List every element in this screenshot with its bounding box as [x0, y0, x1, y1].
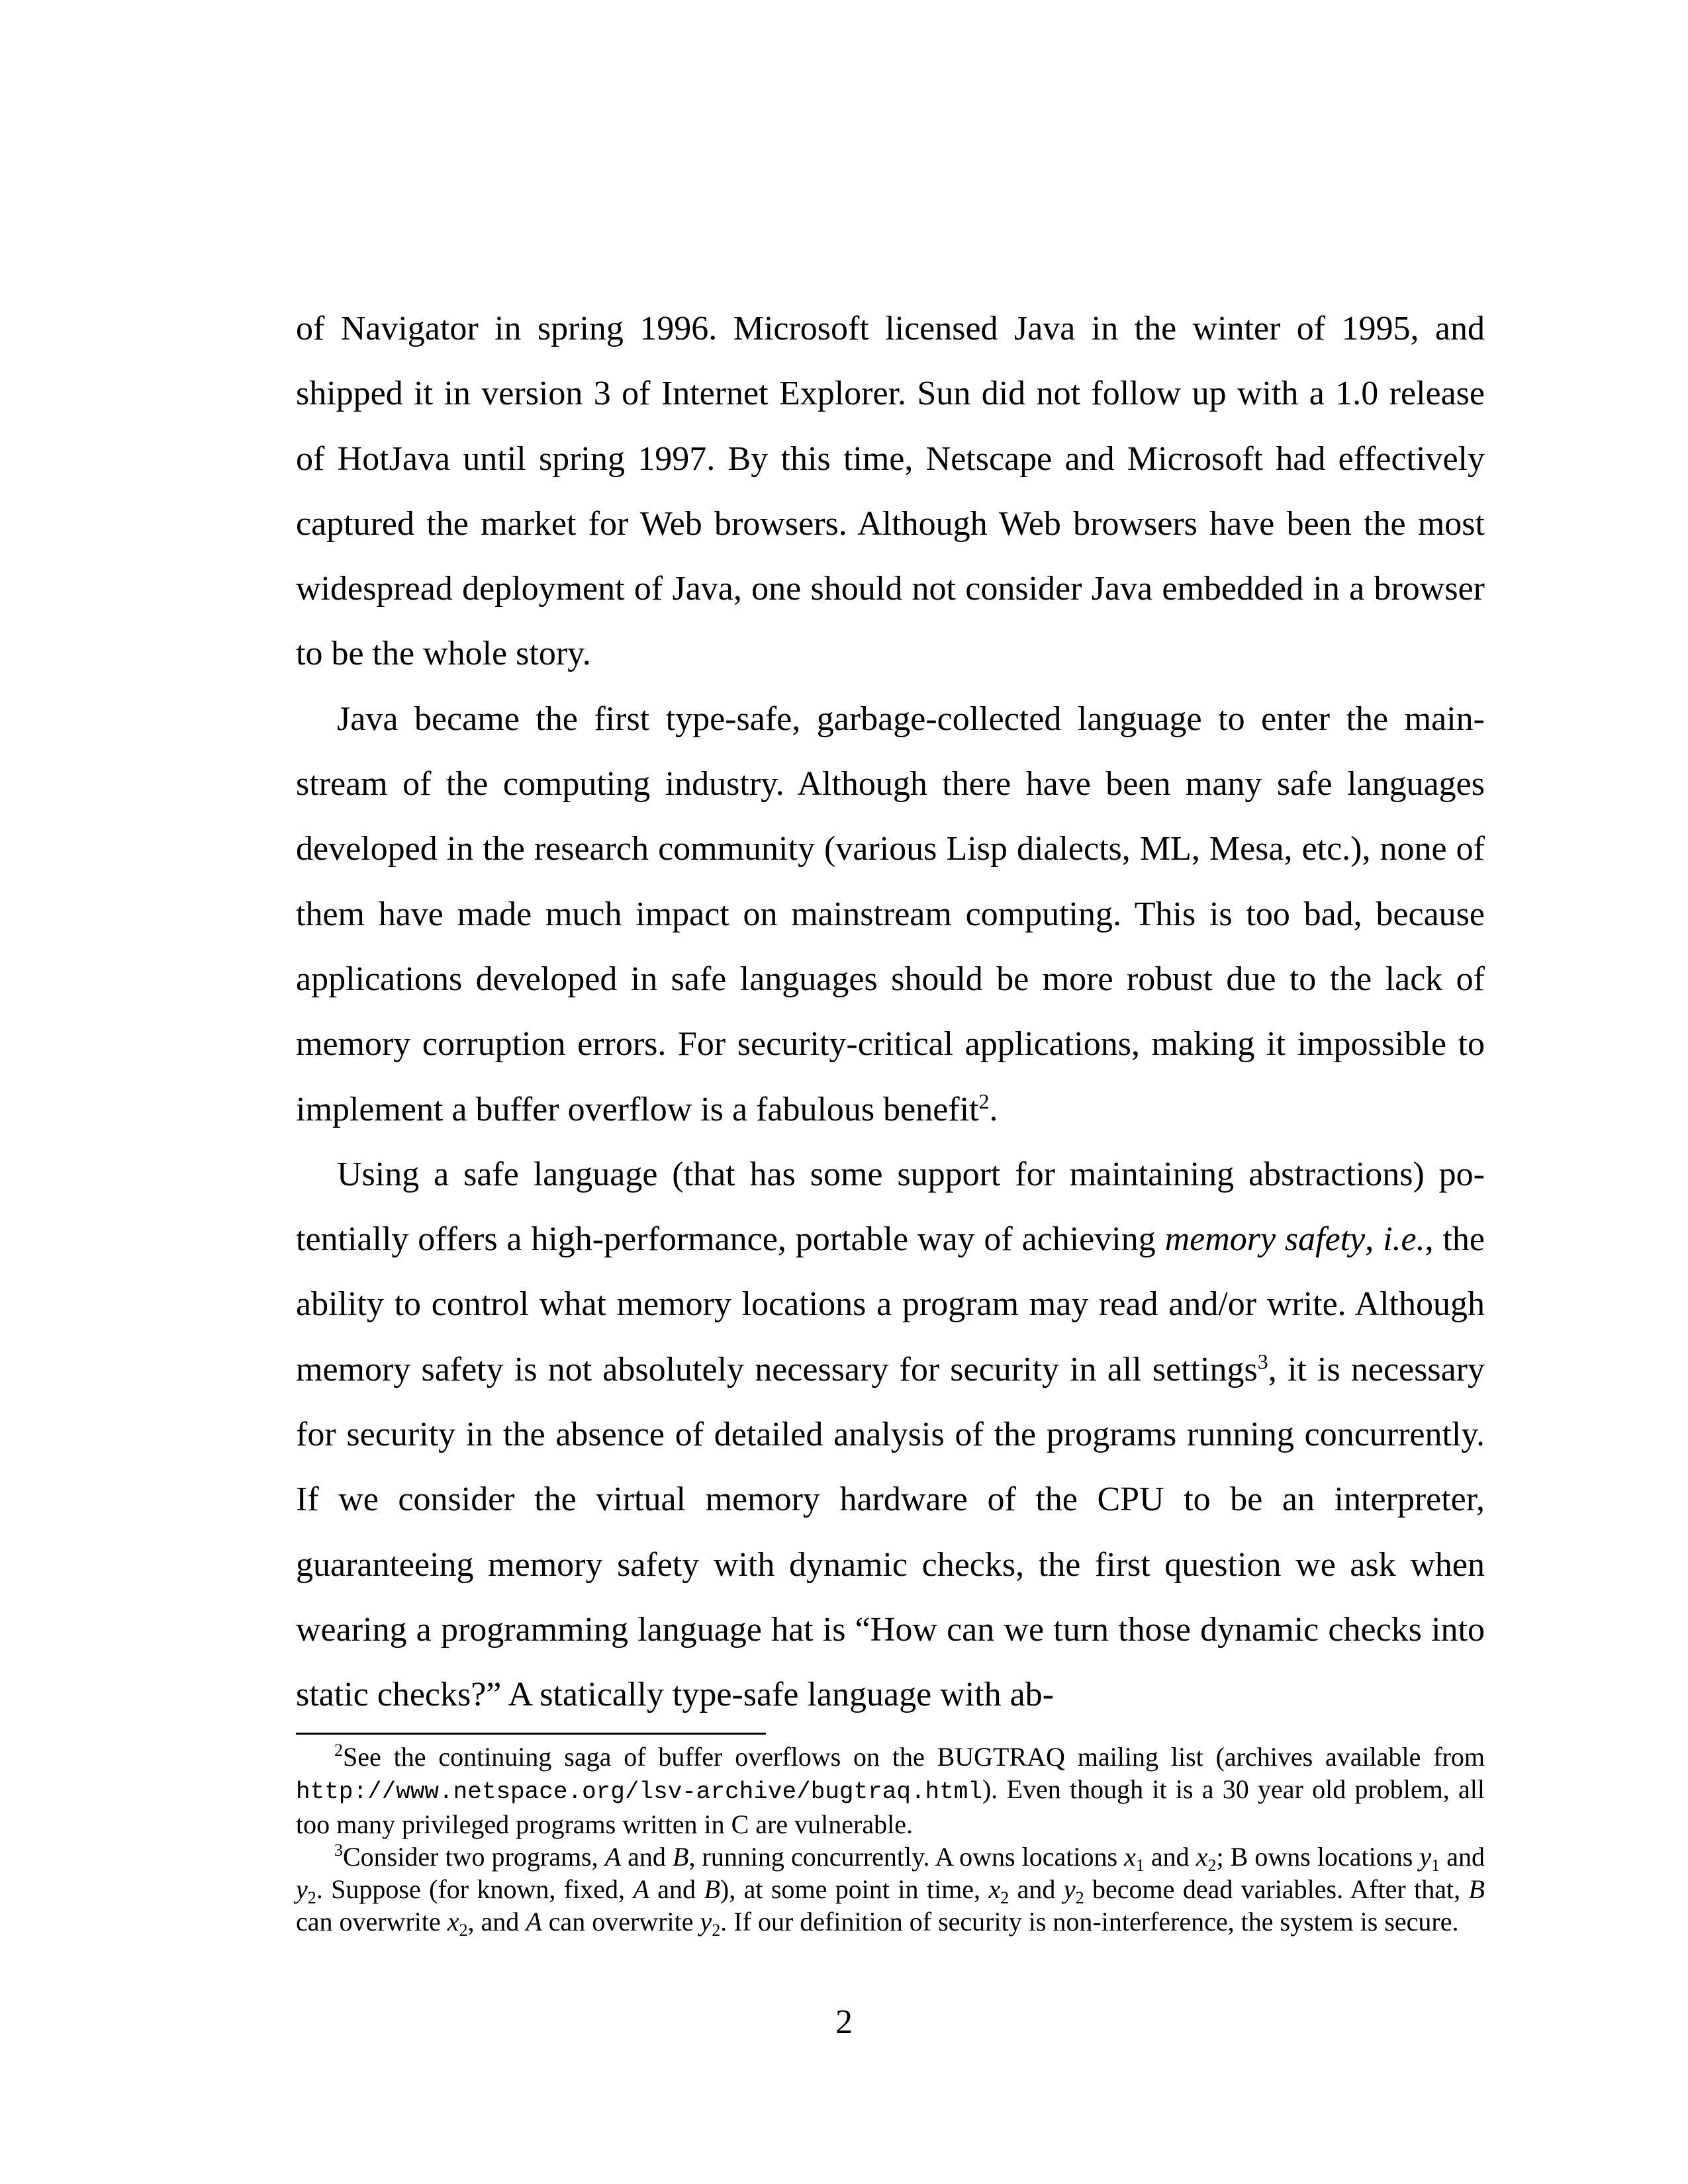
- footnotes: [296, 1741, 1485, 1938]
- var-y2: $y_2$: [296, 1874, 316, 1907]
- footnote-3-text: and: [1440, 1842, 1485, 1872]
- body-text: [296, 296, 1485, 1728]
- footnote-3-text: . Suppose (for known, fixed,: [316, 1874, 633, 1904]
- paragraph-2: [296, 687, 1485, 1142]
- var-b: B: [1468, 1874, 1485, 1904]
- footnote-2-mark: 2: [334, 1741, 343, 1760]
- footnote-divider: [296, 1733, 766, 1735]
- emphasis-ie: i.e.: [1383, 1220, 1425, 1259]
- paragraph-3-part-2: , the ability to control what memory locations a program may read and/or write. Although memory safety is not absolutely necessary for security in all settings: [296, 1220, 1485, 1388]
- var-y2: $y_2$: [700, 1907, 721, 1940]
- paragraph-2-text: Java became the first type-safe, garbage-collected language to enter the mainstream of the computing industry. Although there have been many safe languages developed in the research community (various Lisp dialects, ML, Mesa, etc.), none of them have made much impact on mainstream computing. This is too bad, because applications developed in safe languages should be more robust due to the lack of memory corruption errors. For security-critical applications, making it impossible to implement a buffer overflow is a fabulous benefit: [296, 700, 1485, 1128]
- footnote-3-text: . If our definition of security is non-interference, the system is secure.: [720, 1907, 1459, 1936]
- footnote-2: [296, 1741, 1485, 1841]
- var-x2: $x_2$: [988, 1874, 1009, 1907]
- footnote-3-text: and: [1009, 1874, 1064, 1904]
- footnote-ref-3[interactable]: 3: [1257, 1349, 1268, 1373]
- var-b: B: [704, 1874, 720, 1904]
- paragraph-3: [296, 1142, 1485, 1728]
- var-x1: $x_1$: [1124, 1842, 1145, 1875]
- emphasis-memory-safety: memory safety: [1164, 1220, 1366, 1259]
- var-y2: $y_2$: [1063, 1874, 1084, 1907]
- var-x2: $x_2$: [447, 1907, 468, 1940]
- footnote-3-text: ), at some point in time,: [720, 1874, 989, 1904]
- paragraph-2-end: .: [989, 1090, 998, 1128]
- footnote-3-text: , and: [467, 1907, 526, 1936]
- var-y1: $y_1$: [1419, 1842, 1440, 1875]
- footnote-3-text: and: [1144, 1842, 1196, 1872]
- footnote-2-text-2: ). Even though it is a 30 year old problem, all too many privileged programs written in C are vulnerable.: [296, 1774, 1485, 1839]
- footnote-2-url[interactable]: http://www.netspace.org/lsv-archive/bugtraq.html: [296, 1778, 982, 1805]
- page-number: 2: [835, 2003, 853, 2041]
- var-a: A: [604, 1842, 622, 1872]
- var-b: B: [673, 1842, 689, 1872]
- var-a: A: [633, 1874, 649, 1904]
- footnote-3-text: , running concurrently. A owns locations: [688, 1842, 1125, 1872]
- footnote-3-text: can overwrite: [296, 1907, 447, 1936]
- footnote-ref-2[interactable]: 2: [978, 1089, 990, 1113]
- footnote-3-text: and: [621, 1842, 673, 1872]
- paragraph-3-part-3: , it is necessary for security in the absence of detailed analysis of the programs running concurrently. If we consider the virtual memory hardware of the CPU to be an interpreter, guaranteeing memory safety with dynamic checks, the first question we ask when wearing a programming language hat is “How can we turn those dynamic checks into static checks?” A statically type-safe language with ab-: [296, 1350, 1485, 1714]
- var-a: A: [526, 1907, 542, 1936]
- footnote-2-text-1: See the continuing saga of buffer overflows on the BUGTRAQ mailing list (archives available from: [343, 1742, 1485, 1772]
- paragraph-3-part-1: Using a safe language (that has some support for maintaining abstractions) potentially offers a high-performance, portable way of achieving: [296, 1155, 1485, 1259]
- footnote-3-text: become dead variables. After that,: [1084, 1874, 1469, 1904]
- var-x2: $x_2$: [1196, 1842, 1217, 1875]
- paragraph-1: [296, 296, 1485, 687]
- footnote-3-mark: 3: [334, 1841, 343, 1860]
- footnote-3-text: ; B owns locations: [1216, 1842, 1420, 1872]
- footnote-3: [296, 1841, 1485, 1938]
- footnote-3-text: can overwrite: [541, 1907, 700, 1936]
- paragraph-1-text: of Navigator in spring 1996. Microsoft licensed Java in the winter of 1995, and shipped it in version 3 of Internet Explorer. Sun did not follow up with a 1.0 release of HotJava until spring 1997. By this time, Netscape and Microsoft had effectively captured the market for Web browsers. Although Web browsers have been the most widespread deployment of Java, one should not consider Java embedded in a browser to be the whole story.: [296, 310, 1485, 673]
- footnote-3-text: Consider two programs,: [343, 1842, 605, 1872]
- paragraph-3-sep: ,: [1365, 1220, 1383, 1259]
- footnote-3-text: and: [649, 1874, 704, 1904]
